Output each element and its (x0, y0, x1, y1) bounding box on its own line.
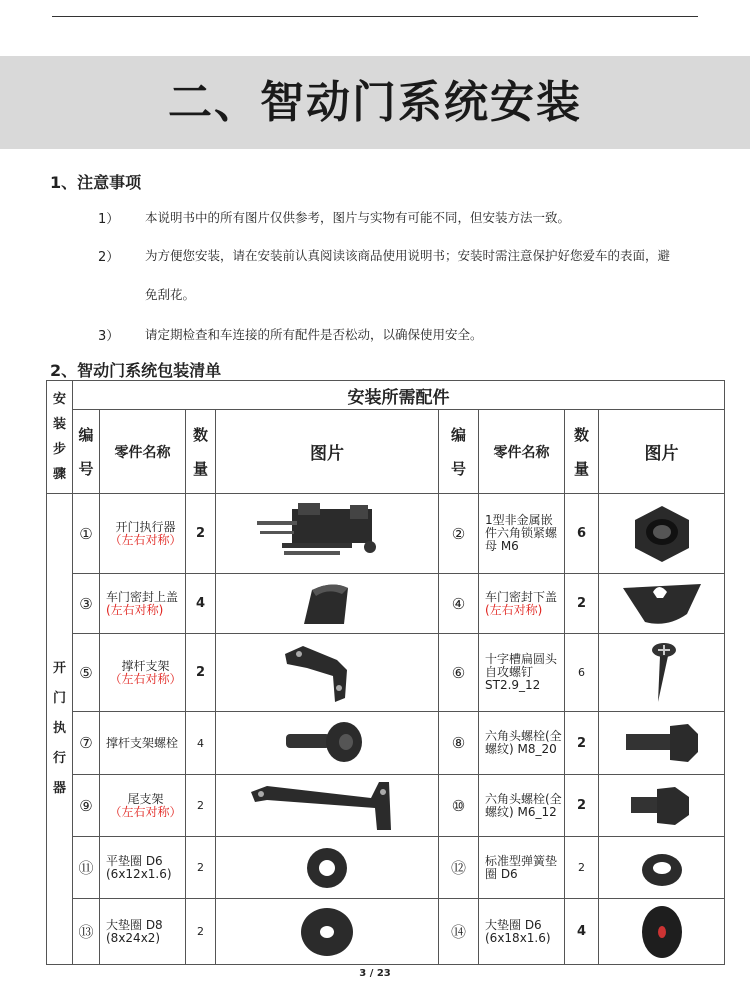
hex-bolt-m8-icon (622, 720, 702, 766)
part-name: 撑杆支架 （左右对称） (100, 634, 186, 712)
part-name: 平垫圈 D6 (6x12x1.6) (100, 837, 186, 899)
part-number: ⑤ (73, 634, 100, 712)
part-picture (599, 712, 725, 775)
part-name: 1型非金属嵌件六角锁紧螺母 M6 (479, 494, 565, 574)
hex-bolt-m6-icon (627, 783, 697, 829)
note-1-number: 1） (98, 212, 120, 227)
part-name: 六角头螺栓(全螺纹) M8_20 (479, 712, 565, 775)
part-name: 标准型弹簧垫圈 D6 (479, 837, 565, 899)
part-qty: 4 (565, 899, 599, 965)
part-name: 十字槽扁圆头自攻螺钉 ST2.9_12 (479, 634, 565, 712)
tapping-screw-icon (642, 640, 682, 706)
note-1-text: 本说明书中的所有图片仅供参考，图片与实物有可能不同，但安装方法一致。 (145, 210, 571, 225)
part-number: ⑫ (439, 837, 479, 899)
lock-nut-icon (627, 502, 697, 566)
part-name: 大垫圈 D6 (6x18x1.6) (479, 899, 565, 965)
part-name: 车门密封上盖(左右对称) (100, 574, 186, 634)
col-no-header-2: 编 号 (439, 410, 479, 494)
title-banner (0, 56, 750, 149)
part-qty: 2 (186, 634, 216, 712)
part-number: ① (73, 494, 100, 574)
part-qty: 6 (565, 634, 599, 712)
part-picture (599, 775, 725, 837)
part-number: ⑭ (439, 899, 479, 965)
tail-bracket-icon (247, 778, 407, 834)
part-number: ⑥ (439, 634, 479, 712)
part-number: ⑬ (73, 899, 100, 965)
part-picture (216, 712, 439, 775)
actuator-icon (252, 499, 402, 569)
part-qty: 2 (186, 775, 216, 837)
part-picture (599, 899, 725, 965)
part-number: ③ (73, 574, 100, 634)
part-picture (216, 837, 439, 899)
part-qty: 2 (186, 899, 216, 965)
part-name: 开门执行器 （左右对称） (100, 494, 186, 574)
col-name-header: 零件名称 (100, 410, 186, 494)
step-header: 安 装 步 骤 (47, 381, 73, 494)
part-qty: 2 (565, 837, 599, 899)
bracket-bolt-icon (282, 718, 372, 768)
col-no-header: 编 号 (73, 410, 100, 494)
part-name: 尾支架 （左右对称） (100, 775, 186, 837)
part-number: ⑦ (73, 712, 100, 775)
part-name: 大垫圈 D8 (8x24x2) (100, 899, 186, 965)
col-qty-header: 数 量 (186, 410, 216, 494)
col-qty-header-2: 数 量 (565, 410, 599, 494)
part-number: ⑩ (439, 775, 479, 837)
part-qty: 2 (186, 837, 216, 899)
top-rule (52, 16, 698, 17)
part-qty: 2 (186, 494, 216, 574)
lower-seal-cover-icon (617, 578, 707, 630)
page-title: 二、智动门系统安装 (168, 77, 582, 128)
part-picture (216, 775, 439, 837)
section2-heading: 2、智动门系统包装清单 (50, 361, 222, 380)
large-washer-d6-icon (637, 904, 687, 960)
part-picture (216, 494, 439, 574)
col-name-header-2: 零件名称 (479, 410, 565, 494)
part-picture (216, 899, 439, 965)
strut-bracket-icon (277, 640, 377, 706)
part-name: 车门密封下盖(左右对称) (479, 574, 565, 634)
part-name: 六角头螺栓(全螺纹) M6_12 (479, 775, 565, 837)
flat-washer-icon (302, 843, 352, 893)
part-qty: 2 (565, 775, 599, 837)
part-picture (216, 574, 439, 634)
page-number: 3 / 23 (359, 968, 391, 979)
part-qty: 2 (565, 712, 599, 775)
parts-table (46, 380, 725, 965)
note-2-number: 2） (98, 250, 120, 265)
part-picture (599, 494, 725, 574)
part-number: ⑪ (73, 837, 100, 899)
note-3-number: 3） (98, 329, 120, 344)
spring-washer-icon (637, 846, 687, 890)
part-picture (216, 634, 439, 712)
part-qty: 2 (565, 574, 599, 634)
note-2-text: 为方便您安装，请在安装前认真阅读该商品使用说明书；安装时需注意保护好您爱车的表面，避 (145, 248, 671, 263)
section1-heading: 1、注意事项 (50, 173, 142, 192)
part-number: ⑧ (439, 712, 479, 775)
note-3-text: 请定期检查和车连接的所有配件是否松动，以确保使用安全。 (145, 327, 483, 342)
col-pic-header-2: 图片 (599, 410, 725, 494)
large-washer-d8-icon (297, 904, 357, 960)
step-label: 开 门 执 行 器 (47, 494, 73, 965)
part-qty: 6 (565, 494, 599, 574)
col-pic-header: 图片 (216, 410, 439, 494)
part-qty: 4 (186, 712, 216, 775)
part-qty: 4 (186, 574, 216, 634)
part-name: 撑杆支架螺栓 (100, 712, 186, 775)
part-picture (599, 574, 725, 634)
part-picture (599, 634, 725, 712)
upper-seal-cover-icon (292, 578, 362, 630)
part-number: ② (439, 494, 479, 574)
part-picture (599, 837, 725, 899)
part-number: ⑨ (73, 775, 100, 837)
parts-header: 安装所需配件 (73, 381, 725, 410)
part-number: ④ (439, 574, 479, 634)
note-2-text-cont: 免刮花。 (145, 287, 196, 302)
